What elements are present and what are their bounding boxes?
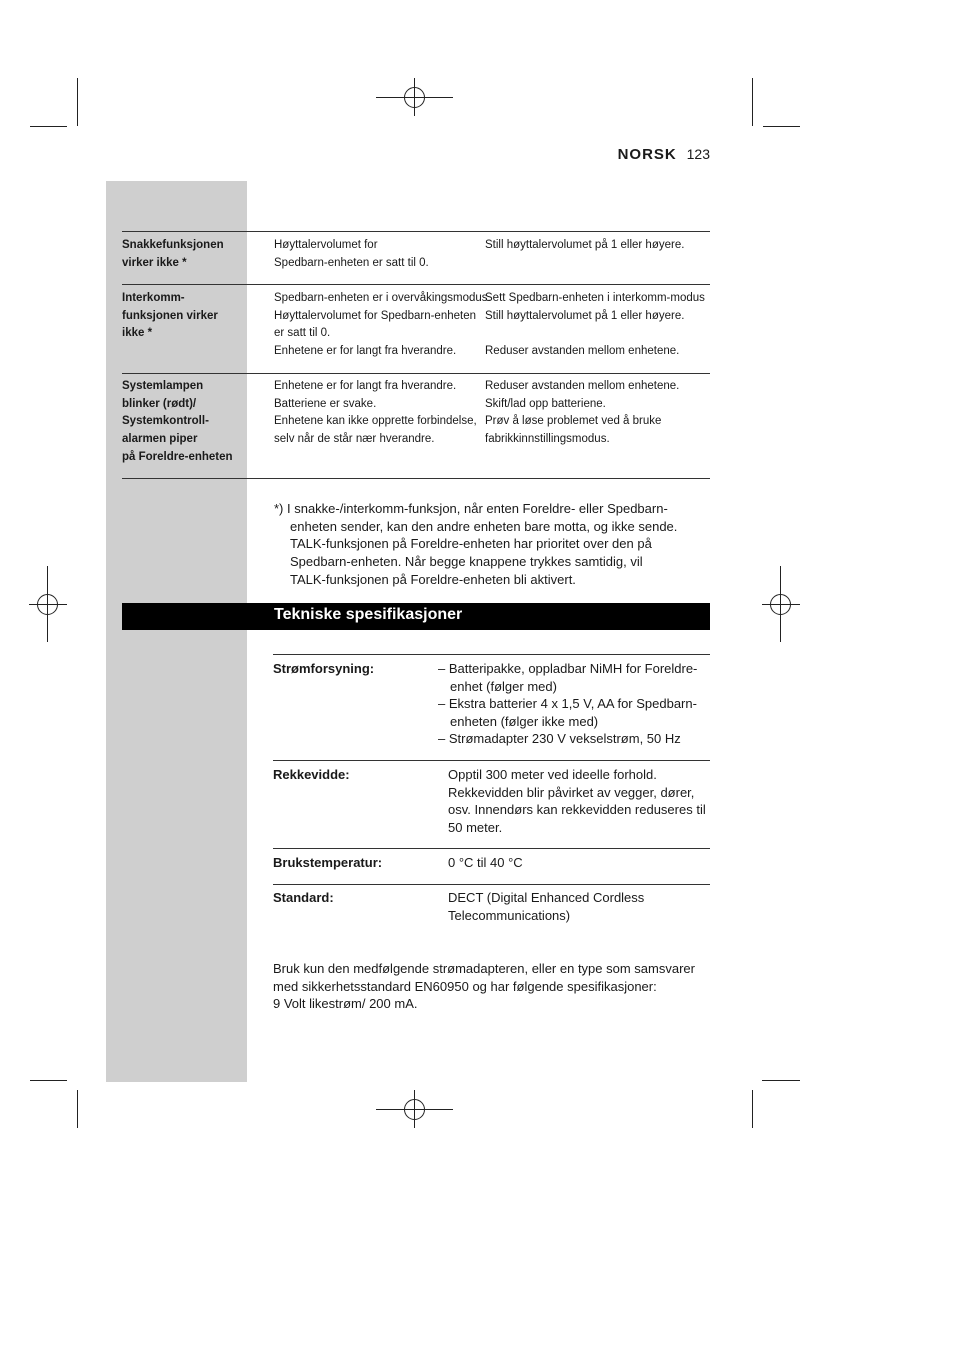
cause-cell xyxy=(274,237,489,272)
spec-value-line: Opptil 300 meter ved ideelle forhold. xyxy=(448,767,657,782)
spec-value-line: – Ekstra batterier 4 x 1,5 V, AA for Spedbarn- xyxy=(438,696,697,711)
spec-value-line: – Batteripakke, oppladbar NiMH for Foreldre- xyxy=(438,661,698,676)
footnote-line: Spedbarn-enheten. Når begge knappene trykkes samtidig, vil xyxy=(290,554,643,570)
fix-line xyxy=(485,325,715,343)
cause-line: Høyttalervolumet for Spedbarn-enheten xyxy=(274,309,476,322)
cause-line: Batteriene er svake. xyxy=(274,397,377,410)
section-header-bar xyxy=(122,603,710,630)
problem-cell xyxy=(122,378,267,466)
footnote-line: TALK-funksjonen på Foreldre-enheten bli aktivert. xyxy=(290,571,576,587)
fix-line xyxy=(485,255,715,273)
spec-value xyxy=(448,854,710,872)
note-line: 9 Volt likestrøm/ 200 mA. xyxy=(273,996,418,1011)
fix-line: Prøv å løse problemet ved å bruke xyxy=(485,415,662,428)
fix-line: Reduser avstanden mellom enhetene. xyxy=(485,380,680,392)
problem-line: virker ikke * xyxy=(122,256,187,269)
spec-label: Standard: xyxy=(273,890,334,905)
spec-value-line: 0 °C til 40 °C xyxy=(448,855,523,870)
problem-line: ikke * xyxy=(122,327,153,340)
table-row xyxy=(122,237,710,277)
spec-value-line: – Strømadapter 230 V vekselstrøm, 50 Hz xyxy=(438,731,681,746)
spec-value-line: enheten (følger ikke med) xyxy=(450,713,599,729)
spec-value-line: Rekkevidden blir påvirket av vegger, dører, xyxy=(448,784,695,800)
fix-line: Sett Spedbarn-enheten i interkomm-modus xyxy=(485,292,705,304)
spec-rule xyxy=(273,654,710,655)
problem-line: Interkomm- xyxy=(122,292,185,304)
power-adapter-note xyxy=(273,960,710,1013)
cause-line: Spedbarn-enheten er i overvåkingsmodus. xyxy=(274,292,491,304)
page-header xyxy=(618,146,710,163)
spec-rule xyxy=(273,848,710,849)
footnote xyxy=(274,500,704,589)
section-title: Tekniske spesifikasjoner xyxy=(274,606,463,623)
spec-label: Rekkevidde: xyxy=(273,767,350,782)
spec-label: Brukstemperatur: xyxy=(273,855,383,870)
spec-value-line: Telecommunications) xyxy=(448,907,571,923)
table-rule xyxy=(122,231,710,232)
cause-line: Enhetene er for langt fra hverandre. xyxy=(274,380,457,392)
problem-cell xyxy=(122,237,267,272)
fix-line: Skift/lad opp batteriene. xyxy=(485,397,606,410)
spec-label: Strømforsyning: xyxy=(273,661,375,676)
table-rule xyxy=(122,478,710,479)
cause-cell xyxy=(274,290,489,361)
page-number: 123 xyxy=(686,146,710,162)
footnote-line: *) I snakke-/interkomm-funksjon, når enten Foreldre- eller Spedbarn- xyxy=(274,501,668,516)
spec-value-line: 50 meter. xyxy=(448,819,503,835)
problem-line: blinker (rødt)/ xyxy=(122,397,197,410)
fix-cell xyxy=(485,378,715,449)
spec-value-line: enhet (følger med) xyxy=(450,678,557,694)
note-line: med sikkerhetsstandard EN60950 og har følgende spesifikasjoner: xyxy=(273,978,657,994)
spec-rule xyxy=(273,760,710,761)
cause-line: Spedbarn-enheten er satt til 0. xyxy=(274,256,429,269)
cause-line: er satt til 0. xyxy=(274,327,331,340)
table-rule xyxy=(122,284,710,285)
table-row xyxy=(122,378,710,473)
spec-value-line: osv. Innendørs kan rekkevidden reduseres til xyxy=(448,802,706,817)
fix-line: Still høyttalervolumet på 1 eller høyere. xyxy=(485,239,685,251)
cause-cell xyxy=(274,378,489,449)
fix-line: fabrikkinnstillingsmodus. xyxy=(485,433,610,446)
fix-cell xyxy=(485,237,715,272)
problem-line: Systemlampen xyxy=(122,380,204,392)
spec-rule xyxy=(273,884,710,885)
problem-line: funksjonen virker xyxy=(122,309,218,322)
language-label: NORSK xyxy=(617,146,677,163)
problem-line: Systemkontroll- xyxy=(122,415,209,428)
fix-cell xyxy=(485,290,715,361)
note-line: Bruk kun den medfølgende strømadapteren, eller en type som samsvarer xyxy=(273,961,695,976)
spec-value xyxy=(438,660,700,748)
problem-cell xyxy=(122,290,267,343)
spec-row xyxy=(273,854,710,876)
spec-value xyxy=(448,889,710,924)
footnote-line: TALK-funksjonen på Foreldre-enheten har prioritet over den på xyxy=(290,536,652,552)
spec-value-line: DECT (Digital Enhanced Cordless xyxy=(448,890,645,905)
spec-value xyxy=(448,766,710,836)
problem-line: på Foreldre-enheten xyxy=(122,450,233,463)
fix-line: Reduser avstanden mellom enhetene. xyxy=(485,345,680,358)
cause-line: Enhetene er for langt fra hverandre. xyxy=(274,345,457,358)
table-rule xyxy=(122,373,710,374)
spec-row xyxy=(273,660,710,752)
cause-line: selv når de står nær hverandre. xyxy=(274,433,435,446)
spec-row xyxy=(273,889,710,929)
footnote-line: enheten sender, kan den andre enheten bare motta, og ikke sende. xyxy=(290,518,678,534)
cause-line: Høyttalervolumet for xyxy=(274,239,378,251)
problem-line: Snakkefunksjonen xyxy=(122,239,224,251)
problem-line: alarmen piper xyxy=(122,433,198,446)
spec-row xyxy=(273,766,710,841)
table-row xyxy=(122,290,710,365)
cause-line: Enhetene kan ikke opprette forbindelse, xyxy=(274,415,477,428)
fix-line: Still høyttalervolumet på 1 eller høyere. xyxy=(485,309,685,322)
